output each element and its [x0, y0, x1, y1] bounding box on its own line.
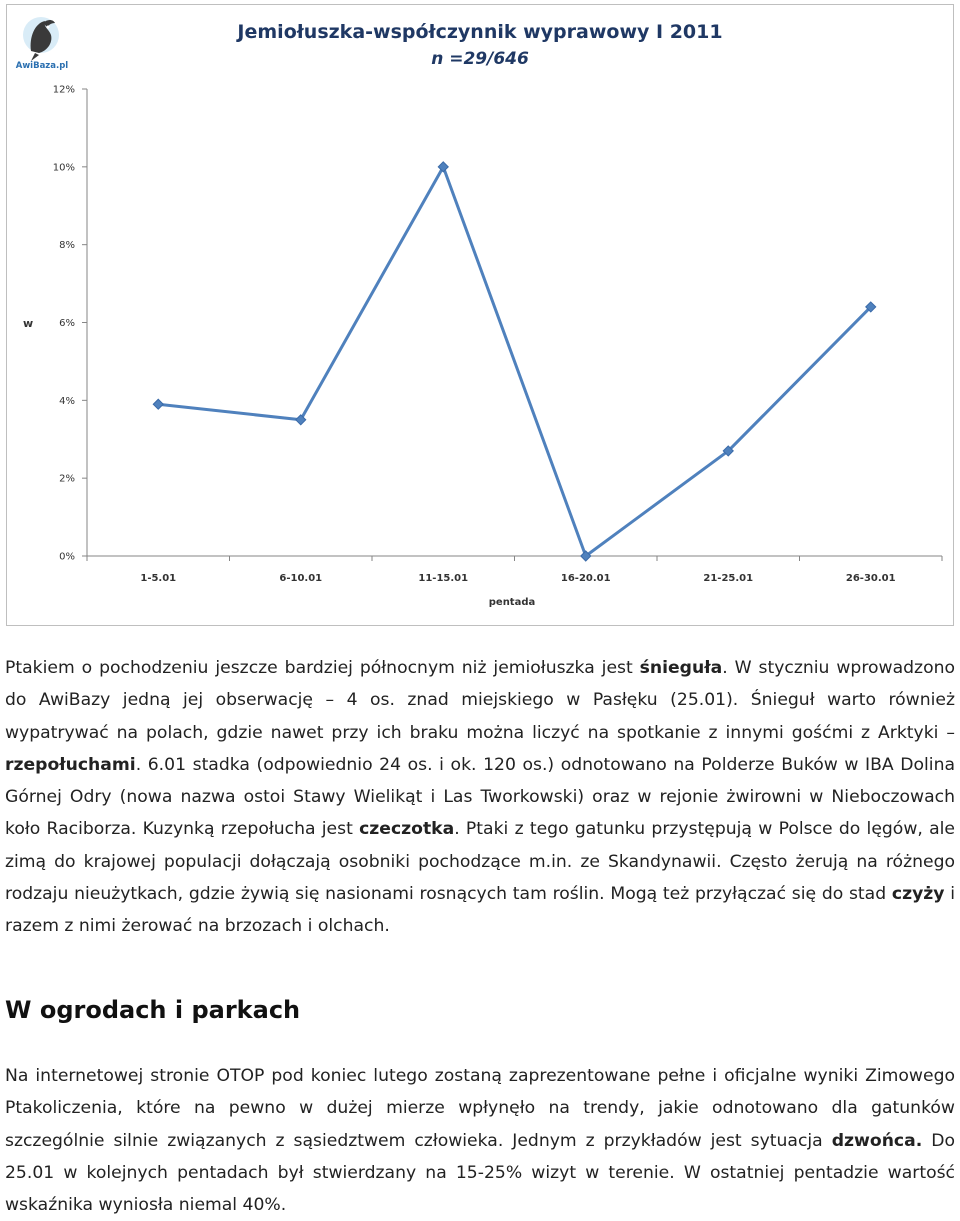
series-line [158, 167, 871, 556]
paragraph-1: Ptakiem o pochodzeniu jeszcze bardziej północnym niż jemiołuszka jest śnieguła. W styczniu wprowadzono do AwiBazy jedną jej obserwację – 4 os. znad miejskiego w Pasłęku (25.01). Śnieguł warto również wypatrywać na polach, gdzie nawet przy ich braku można liczyć na spotkanie z innymi gośćmi z Arktyki – rzepołuchami. 6.01 stadka (odpowiednio 24 os. i ok. 120 os.) odnotowano na Polderze Buków w IBA Dolina Górnej Odry (nowa nazwa ostoi Stawy Wielikąt i Las Tworkowski) oraz w rejonie żwirowni w Nieboczowach koło Raciborza. Kuzynką rzepołucha jest czeczotka. Ptaki z tego gatunku przystępują w Polsce do lęgów, ale zimą do krajowej populacji dołączają osobniki pochodzące m.in. ze Skandynawii. Często żerują na różnego rodzaju nieużytkach, gdzie żywią się nasionami rosnących tam roślin. Mogą też przyłączać się do stad czyży i razem z nimi żerować na brzozach i olchach. [5, 658, 956, 937]
chart-subtitle: n =29/646 [431, 49, 529, 69]
y-tick-label: 2% [59, 473, 75, 485]
section-heading: W ogrodach i parkach [5, 996, 301, 1024]
logo-text: AwiBaza.pl [15, 61, 69, 71]
bird-name-siskin: czyży [891, 884, 945, 905]
chart-container [6, 4, 954, 626]
y-tick-label: 10% [52, 162, 75, 174]
x-tick-label: 16-20.01 [560, 573, 611, 584]
chart-title: Jemiołuszka-współczynnik wyprawowy I 2011 [237, 21, 723, 43]
y-tick-label: 6% [59, 318, 75, 329]
bird-name-snow-bunting: śnieguła [639, 658, 723, 678]
x-axis-label: pentada [488, 597, 536, 608]
bird-name-redpoll: czeczotka [359, 819, 455, 840]
x-tick-label: 11-15.01 [418, 573, 469, 584]
bird-name-lapland-longspur: rzepołuchami [5, 754, 136, 775]
line-chart [7, 5, 953, 625]
y-tick-label: 4% [59, 395, 75, 407]
y-axis-label: w [23, 317, 34, 330]
y-tick-label: 0% [59, 551, 75, 563]
data-point [153, 399, 163, 409]
y-tick-label: 12% [52, 84, 75, 96]
y-tick-label: 8% [59, 240, 75, 252]
x-tick-label: 26-30.01 [845, 573, 896, 584]
paragraph-2: Na internetowej stronie OTOP pod koniec lutego zostaną zaprezentowane pełne i oficjalne wyniki Zimowego Ptakoliczenia, które na pewno w dużej mierze wpłynęło na trendy, jakie odnotowano dla gatunków szczególnie silnie związanych z sąsiedztwem człowieka. Jednym z przykładów jest sytuacja dzwońca. Do 25.01 w kolejnych pentadach był stwierdzany na 15-25% wizyt w terenie. W ostatniej pentadzie wartość wskaźnika wyniosła niemal 40%. [5, 1066, 955, 1216]
x-tick-label: 21-25.01 [703, 573, 754, 584]
x-tick-label: 6-10.01 [279, 573, 323, 584]
bird-name-greenfinch: dzwońca. [831, 1130, 923, 1151]
x-tick-label: 1-5.01 [140, 573, 177, 584]
